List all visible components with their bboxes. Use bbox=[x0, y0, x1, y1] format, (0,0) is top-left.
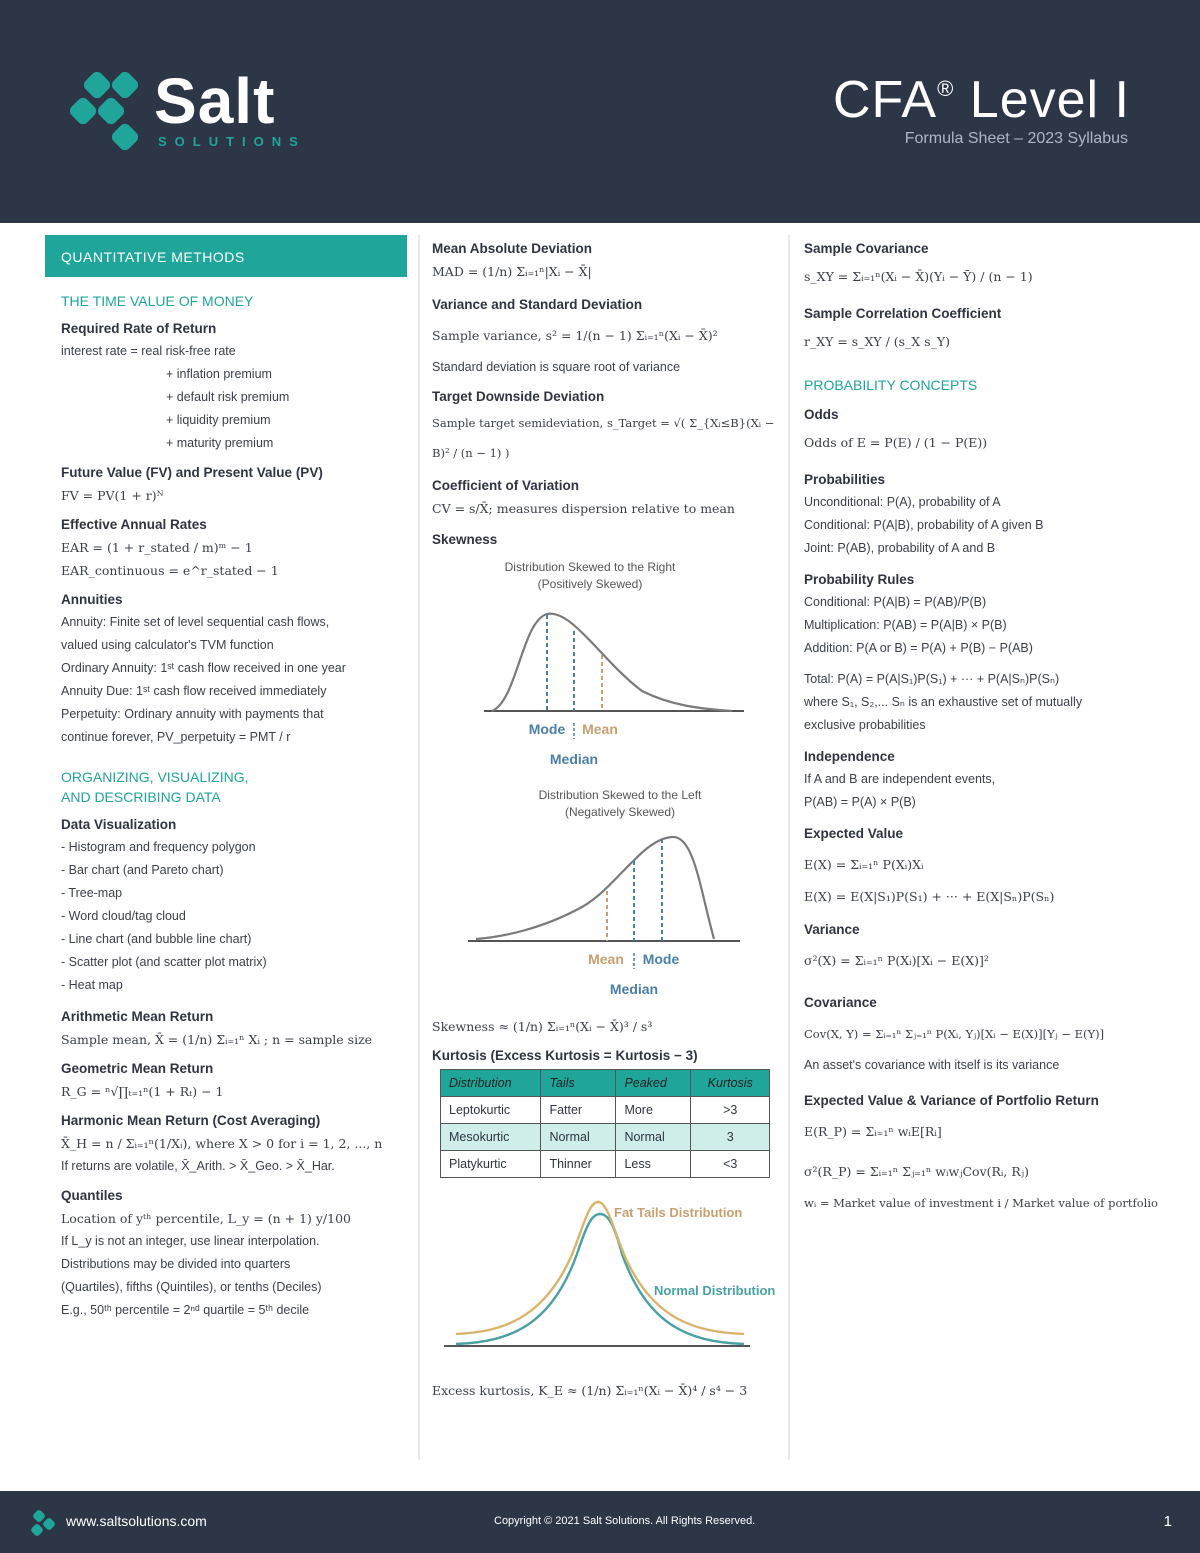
heading-target-downside: Target Downside Deviation bbox=[432, 389, 605, 404]
text-line: continue forever, PV_perpetuity = PMT / r bbox=[61, 730, 291, 744]
column-2 bbox=[432, 235, 777, 1408]
kurtosis-table bbox=[440, 1069, 770, 1178]
list-item: - Word cloud/tag cloud bbox=[61, 909, 186, 923]
list-item: - Heat map bbox=[61, 978, 123, 992]
column-divider bbox=[418, 235, 420, 1460]
footer bbox=[0, 1491, 1200, 1553]
subsection-data-2: AND DESCRIBING DATA bbox=[61, 789, 221, 805]
text-line: Distributions may be divided into quarters bbox=[61, 1257, 291, 1271]
formula-ear: EAR = (1 + r_stated / m)ᵐ − 1 bbox=[61, 540, 253, 555]
formula-harmonic-mean: X̄_H = n / Σᵢ₌₁ⁿ(1/Xᵢ), where X > 0 for i = 1, 2, ..., n bbox=[61, 1136, 383, 1151]
mode-label: Mode bbox=[528, 721, 566, 737]
text-line: Perpetuity: Ordinary annuity with payments that bbox=[61, 707, 324, 721]
text-line: Standard deviation is square root of variance bbox=[432, 360, 681, 374]
heading-ear: Effective Annual Rates bbox=[61, 517, 207, 532]
right-skew-curve bbox=[492, 614, 732, 711]
page-title bbox=[833, 70, 1130, 130]
kurtosis-diagram bbox=[432, 1184, 777, 1364]
median-label: Median bbox=[609, 981, 659, 997]
heading-probabilities: Probabilities bbox=[804, 472, 886, 487]
mean-label: Mean bbox=[588, 951, 624, 967]
heading-odds: Odds bbox=[804, 407, 839, 422]
heading-variance: Variance and Standard Deviation bbox=[432, 297, 643, 312]
table-row bbox=[441, 1124, 770, 1151]
column-3 bbox=[804, 235, 1159, 1215]
text-line: exclusive probabilities bbox=[804, 718, 926, 732]
text-line: If returns are volatile, X̄_Arith. > X̄_Geo. > X̄_Har. bbox=[61, 1159, 335, 1173]
table-header: Peaked bbox=[616, 1070, 691, 1097]
table-header: Kurtosis bbox=[691, 1070, 770, 1097]
title-level: Level I bbox=[954, 71, 1130, 129]
logo-subtitle: SOLUTIONS bbox=[158, 134, 306, 149]
text-line: Addition: P(A or B) = P(A) + P(B) − P(AB) bbox=[804, 641, 1033, 655]
list-item: - Line chart (and bubble line chart) bbox=[61, 932, 252, 946]
formula-cv: CV = s/X̄; measures dispersion relative to mean bbox=[432, 501, 735, 516]
text-line: An asset's covariance with itself is its variance bbox=[804, 1058, 1060, 1072]
heading-required-return: Required Rate of Return bbox=[61, 321, 217, 336]
right-skew-diagram bbox=[432, 551, 777, 771]
table-cell: Normal bbox=[541, 1124, 616, 1151]
section-quant-methods: QUANTITATIVE METHODS bbox=[45, 235, 407, 277]
table-cell: Platykurtic bbox=[441, 1151, 541, 1178]
left-skew-subtitle: (Negatively Skewed) bbox=[564, 805, 676, 819]
table-cell: Normal bbox=[616, 1124, 691, 1151]
formula-sample-covariance: s_XY = Σᵢ₌₁ⁿ(Xᵢ − X̄)(Yᵢ − Ȳ) / (n − 1) bbox=[804, 269, 1033, 284]
subsection-data: ORGANIZING, VISUALIZING, bbox=[61, 769, 249, 785]
table-cell: Leptokurtic bbox=[441, 1097, 541, 1124]
table-cell: >3 bbox=[691, 1097, 770, 1124]
formula-portfolio-weight: wᵢ = Market value of investment i / Market value of portfolio bbox=[804, 1196, 1158, 1210]
text-line: + default risk premium bbox=[166, 390, 290, 404]
formula-variance: σ²(X) = Σᵢ₌₁ⁿ P(Xᵢ)[Xᵢ − E(X)]² bbox=[804, 953, 989, 968]
table-cell: Fatter bbox=[541, 1097, 616, 1124]
heading-annuities: Annuities bbox=[61, 592, 123, 607]
column-1 bbox=[45, 235, 407, 1322]
salt-logo bbox=[68, 65, 308, 160]
text-line: Unconditional: P(A), probability of A bbox=[804, 495, 1001, 509]
heading-quantiles: Quantiles bbox=[61, 1188, 123, 1203]
mode-label: Mode bbox=[642, 951, 680, 967]
logo-hex-icon bbox=[81, 69, 112, 100]
formula-arithmetic-mean: Sample mean, X̄ = (1/n) Σᵢ₌₁ⁿ Xᵢ ; n = sample size bbox=[61, 1032, 373, 1047]
text-line: If A and B are independent events, bbox=[804, 772, 996, 786]
column-divider bbox=[788, 235, 790, 1460]
heading-fv-pv: Future Value (FV) and Present Value (PV) bbox=[61, 465, 323, 480]
text-line: interest rate = real risk-free rate bbox=[61, 344, 236, 358]
formula-variance: Sample variance, s² = 1/(n − 1) Σᵢ₌₁ⁿ(Xᵢ − X̄)² bbox=[432, 328, 718, 343]
text-line: + maturity premium bbox=[166, 436, 274, 450]
text-line: Joint: P(AB), probability of A and B bbox=[804, 541, 996, 555]
text-line: (Quartiles), fifths (Quintiles), or tenths (Deciles) bbox=[61, 1280, 322, 1294]
formula-odds: Odds of E = P(E) / (1 − P(E)) bbox=[804, 435, 988, 450]
table-cell: Thinner bbox=[541, 1151, 616, 1178]
formula-ear-continuous: EAR_continuous = e^r_stated − 1 bbox=[61, 563, 279, 578]
text-line: Annuity: Finite set of level sequential cash flows, bbox=[61, 615, 330, 629]
fat-tails-label: Fat Tails Distribution bbox=[614, 1205, 743, 1220]
subsection-tvm: THE TIME VALUE OF MONEY bbox=[61, 293, 254, 309]
formula-target-semideviation: Sample target semideviation, s_Target = √( Σ_{Xᵢ≤B}(Xᵢ − B)² / (n − 1) ) bbox=[432, 416, 775, 460]
heading-sample-correlation: Sample Correlation Coefficient bbox=[804, 306, 1002, 321]
heading-variance: Variance bbox=[804, 922, 860, 937]
formula-expected-value-total: E(X) = E(X|S₁)P(S₁) + ··· + E(X|Sₙ)P(Sₙ) bbox=[804, 889, 1055, 904]
heading-independence: Independence bbox=[804, 749, 895, 764]
table-header: Tails bbox=[541, 1070, 616, 1097]
table-cell: <3 bbox=[691, 1151, 770, 1178]
copyright-text: Copyright © 2021 Salt Solutions. All Rights Reserved. bbox=[494, 1515, 756, 1527]
text-line: valued using calculator's TVM function bbox=[61, 638, 274, 652]
heading-portfolio-return: Expected Value & Variance of Portfolio Return bbox=[804, 1093, 1099, 1108]
text-line: P(AB) = P(A) × P(B) bbox=[804, 795, 916, 809]
left-skew-title: Distribution Skewed to the Left bbox=[538, 788, 702, 802]
table-header-row bbox=[441, 1070, 770, 1097]
right-skew-subtitle: (Positively Skewed) bbox=[537, 577, 643, 591]
table-cell: Less bbox=[616, 1151, 691, 1178]
text-line: + inflation premium bbox=[166, 367, 272, 381]
heading-cv: Coefficient of Variation bbox=[432, 478, 580, 493]
title-registered: ® bbox=[937, 76, 955, 101]
formula-skewness: Skewness ≈ (1/n) Σᵢ₌₁ⁿ(Xᵢ − X̄)³ / s³ bbox=[432, 1019, 653, 1034]
title-cfa: CFA bbox=[832, 71, 938, 129]
page-subtitle: Formula Sheet – 2023 Syllabus bbox=[904, 130, 1128, 147]
text-line: + liquidity premium bbox=[166, 413, 271, 427]
normal-curve bbox=[456, 1214, 744, 1344]
left-skew-curve bbox=[476, 837, 714, 939]
table-header: Distribution bbox=[441, 1070, 541, 1097]
heading-harmonic-mean: Harmonic Mean Return (Cost Averaging) bbox=[61, 1113, 321, 1128]
heading-covariance: Covariance bbox=[804, 995, 877, 1010]
logo-hex-icon bbox=[109, 121, 140, 152]
logo-hex-icon bbox=[67, 95, 98, 126]
mean-label: Mean bbox=[582, 721, 618, 737]
footer-logo-icon bbox=[30, 1523, 44, 1537]
logo-hex-icon bbox=[95, 95, 126, 126]
heading-probability-rules: Probability Rules bbox=[804, 572, 915, 587]
table-row bbox=[441, 1151, 770, 1178]
table-cell: More bbox=[616, 1097, 691, 1124]
heading-expected-value: Expected Value bbox=[804, 826, 904, 841]
list-item: - Scatter plot (and scatter plot matrix) bbox=[61, 955, 267, 969]
subsection-probability: PROBABILITY CONCEPTS bbox=[804, 377, 978, 393]
fat-tails-curve bbox=[456, 1202, 744, 1334]
left-skew-diagram bbox=[432, 779, 777, 1004]
formula-percentile: Location of yᵗʰ percentile, L_y = (n + 1) y/100 bbox=[61, 1211, 352, 1226]
list-item: - Bar chart (and Pareto chart) bbox=[61, 863, 224, 877]
footer-logo-icon bbox=[42, 1517, 56, 1531]
formula-portfolio-variance: σ²(R_P) = Σᵢ₌₁ⁿ Σⱼ₌₁ⁿ wᵢwⱼCov(Rᵢ, Rⱼ) bbox=[804, 1164, 1029, 1179]
right-skew-title: Distribution Skewed to the Right bbox=[504, 560, 676, 574]
heading-sample-covariance: Sample Covariance bbox=[804, 241, 929, 256]
list-item: - Histogram and frequency polygon bbox=[61, 840, 256, 854]
median-label: Median bbox=[549, 751, 599, 767]
formula-expected-value: E(X) = Σᵢ₌₁ⁿ P(Xᵢ)Xᵢ bbox=[804, 857, 924, 872]
formula-mad: MAD = (1/n) Σᵢ₌₁ⁿ|Xᵢ − X̄| bbox=[432, 264, 592, 279]
text-line: If L_y is not an integer, use linear interpolation. bbox=[61, 1234, 320, 1248]
formula-sample-correlation: r_XY = s_XY / (s_X s_Y) bbox=[804, 334, 950, 349]
heading-kurtosis: Kurtosis (Excess Kurtosis = Kurtosis − 3) bbox=[432, 1048, 698, 1063]
table-row bbox=[441, 1097, 770, 1124]
logo-hex-icon bbox=[109, 69, 140, 100]
logo-word: Salt bbox=[154, 65, 276, 137]
table-cell: Mesokurtic bbox=[441, 1124, 541, 1151]
formula-portfolio-expected: E(R_P) = Σᵢ₌₁ⁿ wᵢE[Rᵢ] bbox=[804, 1124, 942, 1139]
formula-excess-kurtosis: Excess kurtosis, K_E ≈ (1/n) Σᵢ₌₁ⁿ(Xᵢ − X̄)⁴ / s⁴ − 3 bbox=[432, 1383, 748, 1398]
text-line: Annuity Due: 1ˢᵗ cash flow received immediately bbox=[61, 684, 327, 698]
heading-mad: Mean Absolute Deviation bbox=[432, 241, 593, 256]
heading-geometric-mean: Geometric Mean Return bbox=[61, 1061, 214, 1076]
formula-geometric-mean: R_G = ⁿ√∏ₜ₌₁ⁿ(1 + Rₜ) − 1 bbox=[61, 1084, 224, 1099]
text-line: Ordinary Annuity: 1ˢᵗ cash flow received in one year bbox=[61, 661, 346, 675]
text-line: Conditional: P(A|B), probability of A given B bbox=[804, 518, 1044, 532]
text-line: Total: P(A) = P(A|S₁)P(S₁) + ··· + P(A|Sₙ)P(Sₙ) bbox=[804, 672, 1060, 686]
text-line: E.g., 50ᵗʰ percentile = 2ⁿᵈ quartile = 5ᵗʰ decile bbox=[61, 1303, 310, 1317]
text-line: where S₁, S₂,... Sₙ is an exhaustive set of mutually bbox=[804, 695, 1083, 709]
table-cell: 3 bbox=[691, 1124, 770, 1151]
text-line: Conditional: P(A|B) = P(AB)/P(B) bbox=[804, 595, 987, 609]
formula-fv: FV = PV(1 + r)ᴺ bbox=[61, 488, 164, 503]
formula-covariance: Cov(X, Y) = Σᵢ₌₁ⁿ Σⱼ₌₁ⁿ P(Xᵢ, Yⱼ)[Xᵢ − E(X)][Yⱼ − E(Y)] bbox=[804, 1027, 1105, 1041]
normal-distribution-label: Normal Distribution bbox=[654, 1283, 776, 1298]
website-link[interactable]: www.saltsolutions.com bbox=[66, 1513, 207, 1529]
page-number: 1 bbox=[1163, 1513, 1172, 1530]
text-line: Multiplication: P(AB) = P(A|B) × P(B) bbox=[804, 618, 1007, 632]
list-item: - Tree-map bbox=[61, 886, 123, 900]
heading-skewness: Skewness bbox=[432, 532, 498, 547]
heading-arithmetic-mean: Arithmetic Mean Return bbox=[61, 1009, 214, 1024]
header bbox=[0, 0, 1200, 223]
heading-data-visualization: Data Visualization bbox=[61, 817, 177, 832]
